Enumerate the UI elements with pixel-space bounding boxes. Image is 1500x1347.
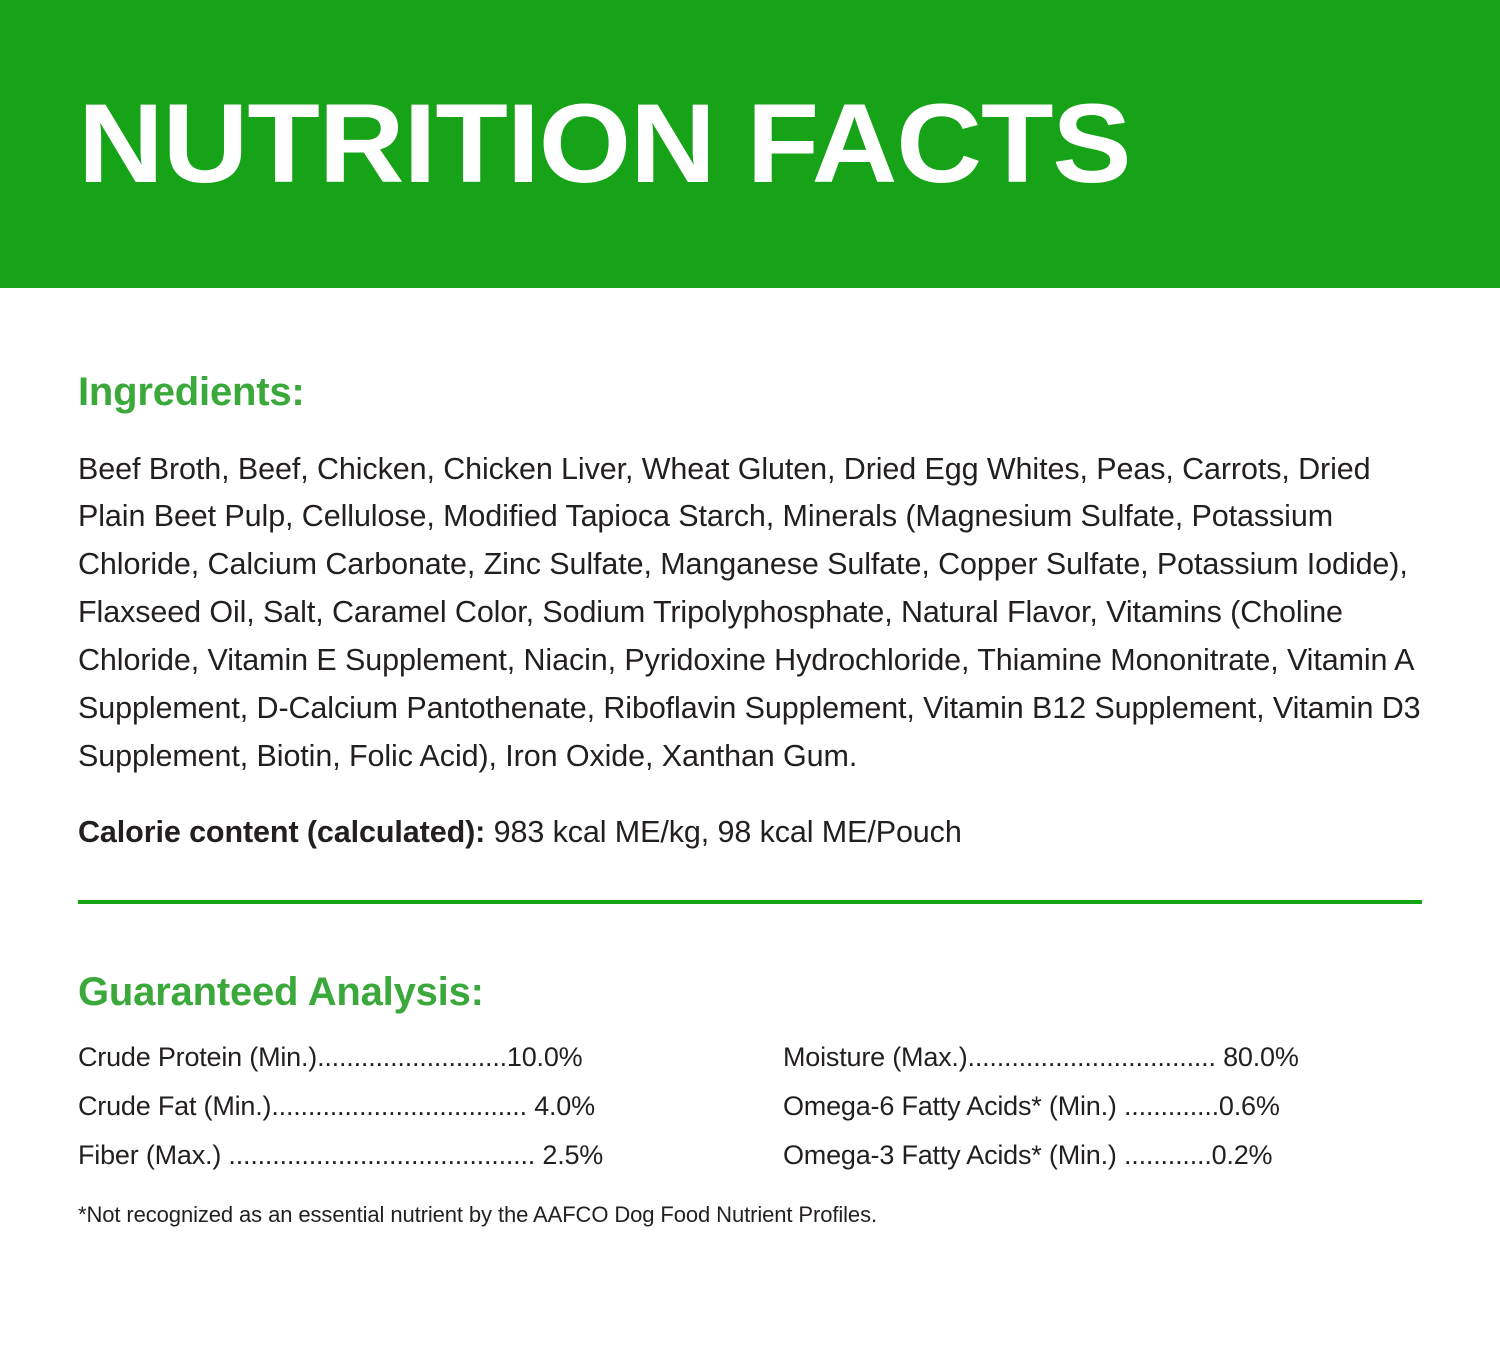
- guaranteed-analysis-column-left: [78, 1033, 783, 1180]
- ingredients-section: [0, 288, 1500, 850]
- page-banner: [0, 0, 1500, 288]
- ingredients-heading: Ingredients:: [78, 370, 305, 414]
- guaranteed-analysis-grid: [78, 1033, 1422, 1180]
- calorie-content-label: Calorie content (calculated):: [78, 814, 486, 849]
- guaranteed-analysis-column-right: [783, 1033, 1422, 1180]
- page-title: NUTRITION FACTS: [78, 81, 1131, 206]
- guaranteed-analysis-heading: Guaranteed Analysis:: [78, 969, 484, 1014]
- calorie-content-value: 983 kcal ME/kg, 98 kcal ME/Pouch: [485, 814, 962, 849]
- analysis-row: Omega-6 Fatty Acids* (Min.) .............0.6%: [783, 1090, 1280, 1121]
- analysis-row: Crude Protein (Min.)..........................10.0%: [78, 1041, 583, 1072]
- ingredients-list: Beef Broth, Beef, Chicken, Chicken Liver, Wheat Gluten, Dried Egg Whites, Peas, Carrots, Dried Plain Beet Pulp, Cellulose, Modified Tapioca Starch, Minerals (Magnesium Sulfate, Potassium Chloride, Calcium Carbonate, Zinc Sulfate, Manganese Sulfate, Copper Sulfate, Potassium Iodide), Flaxseed Oil, Salt, Caramel Color, Sodium Tripolyphosphate, Natural Flavor, Vitamins (Choline Chloride, Vitamin E Supplement, Niacin, Pyridoxine Hydrochloride, Thiamine Mononitrate, Vitamin A Supplement, D-Calcium Pantothenate, Riboflavin Supplement, Vitamin B12 Supplement, Vitamin D3 Supplement, Biotin, Folic Acid), Iron Oxide, Xanthan Gum.: [78, 451, 1421, 773]
- guaranteed-analysis-section: [0, 904, 1500, 1228]
- calorie-content-line: [78, 815, 1422, 850]
- analysis-row: Crude Fat (Min.)................................... 4.0%: [78, 1090, 595, 1121]
- analysis-row: Omega-3 Fatty Acids* (Min.) ............0.2%: [783, 1139, 1273, 1170]
- analysis-row: Fiber (Max.) .......................................... 2.5%: [78, 1139, 604, 1170]
- aafco-footnote: *Not recognized as an essential nutrient by the AAFCO Dog Food Nutrient Profiles.: [78, 1202, 877, 1227]
- analysis-row: Moisture (Max.).................................. 80.0%: [783, 1041, 1299, 1072]
